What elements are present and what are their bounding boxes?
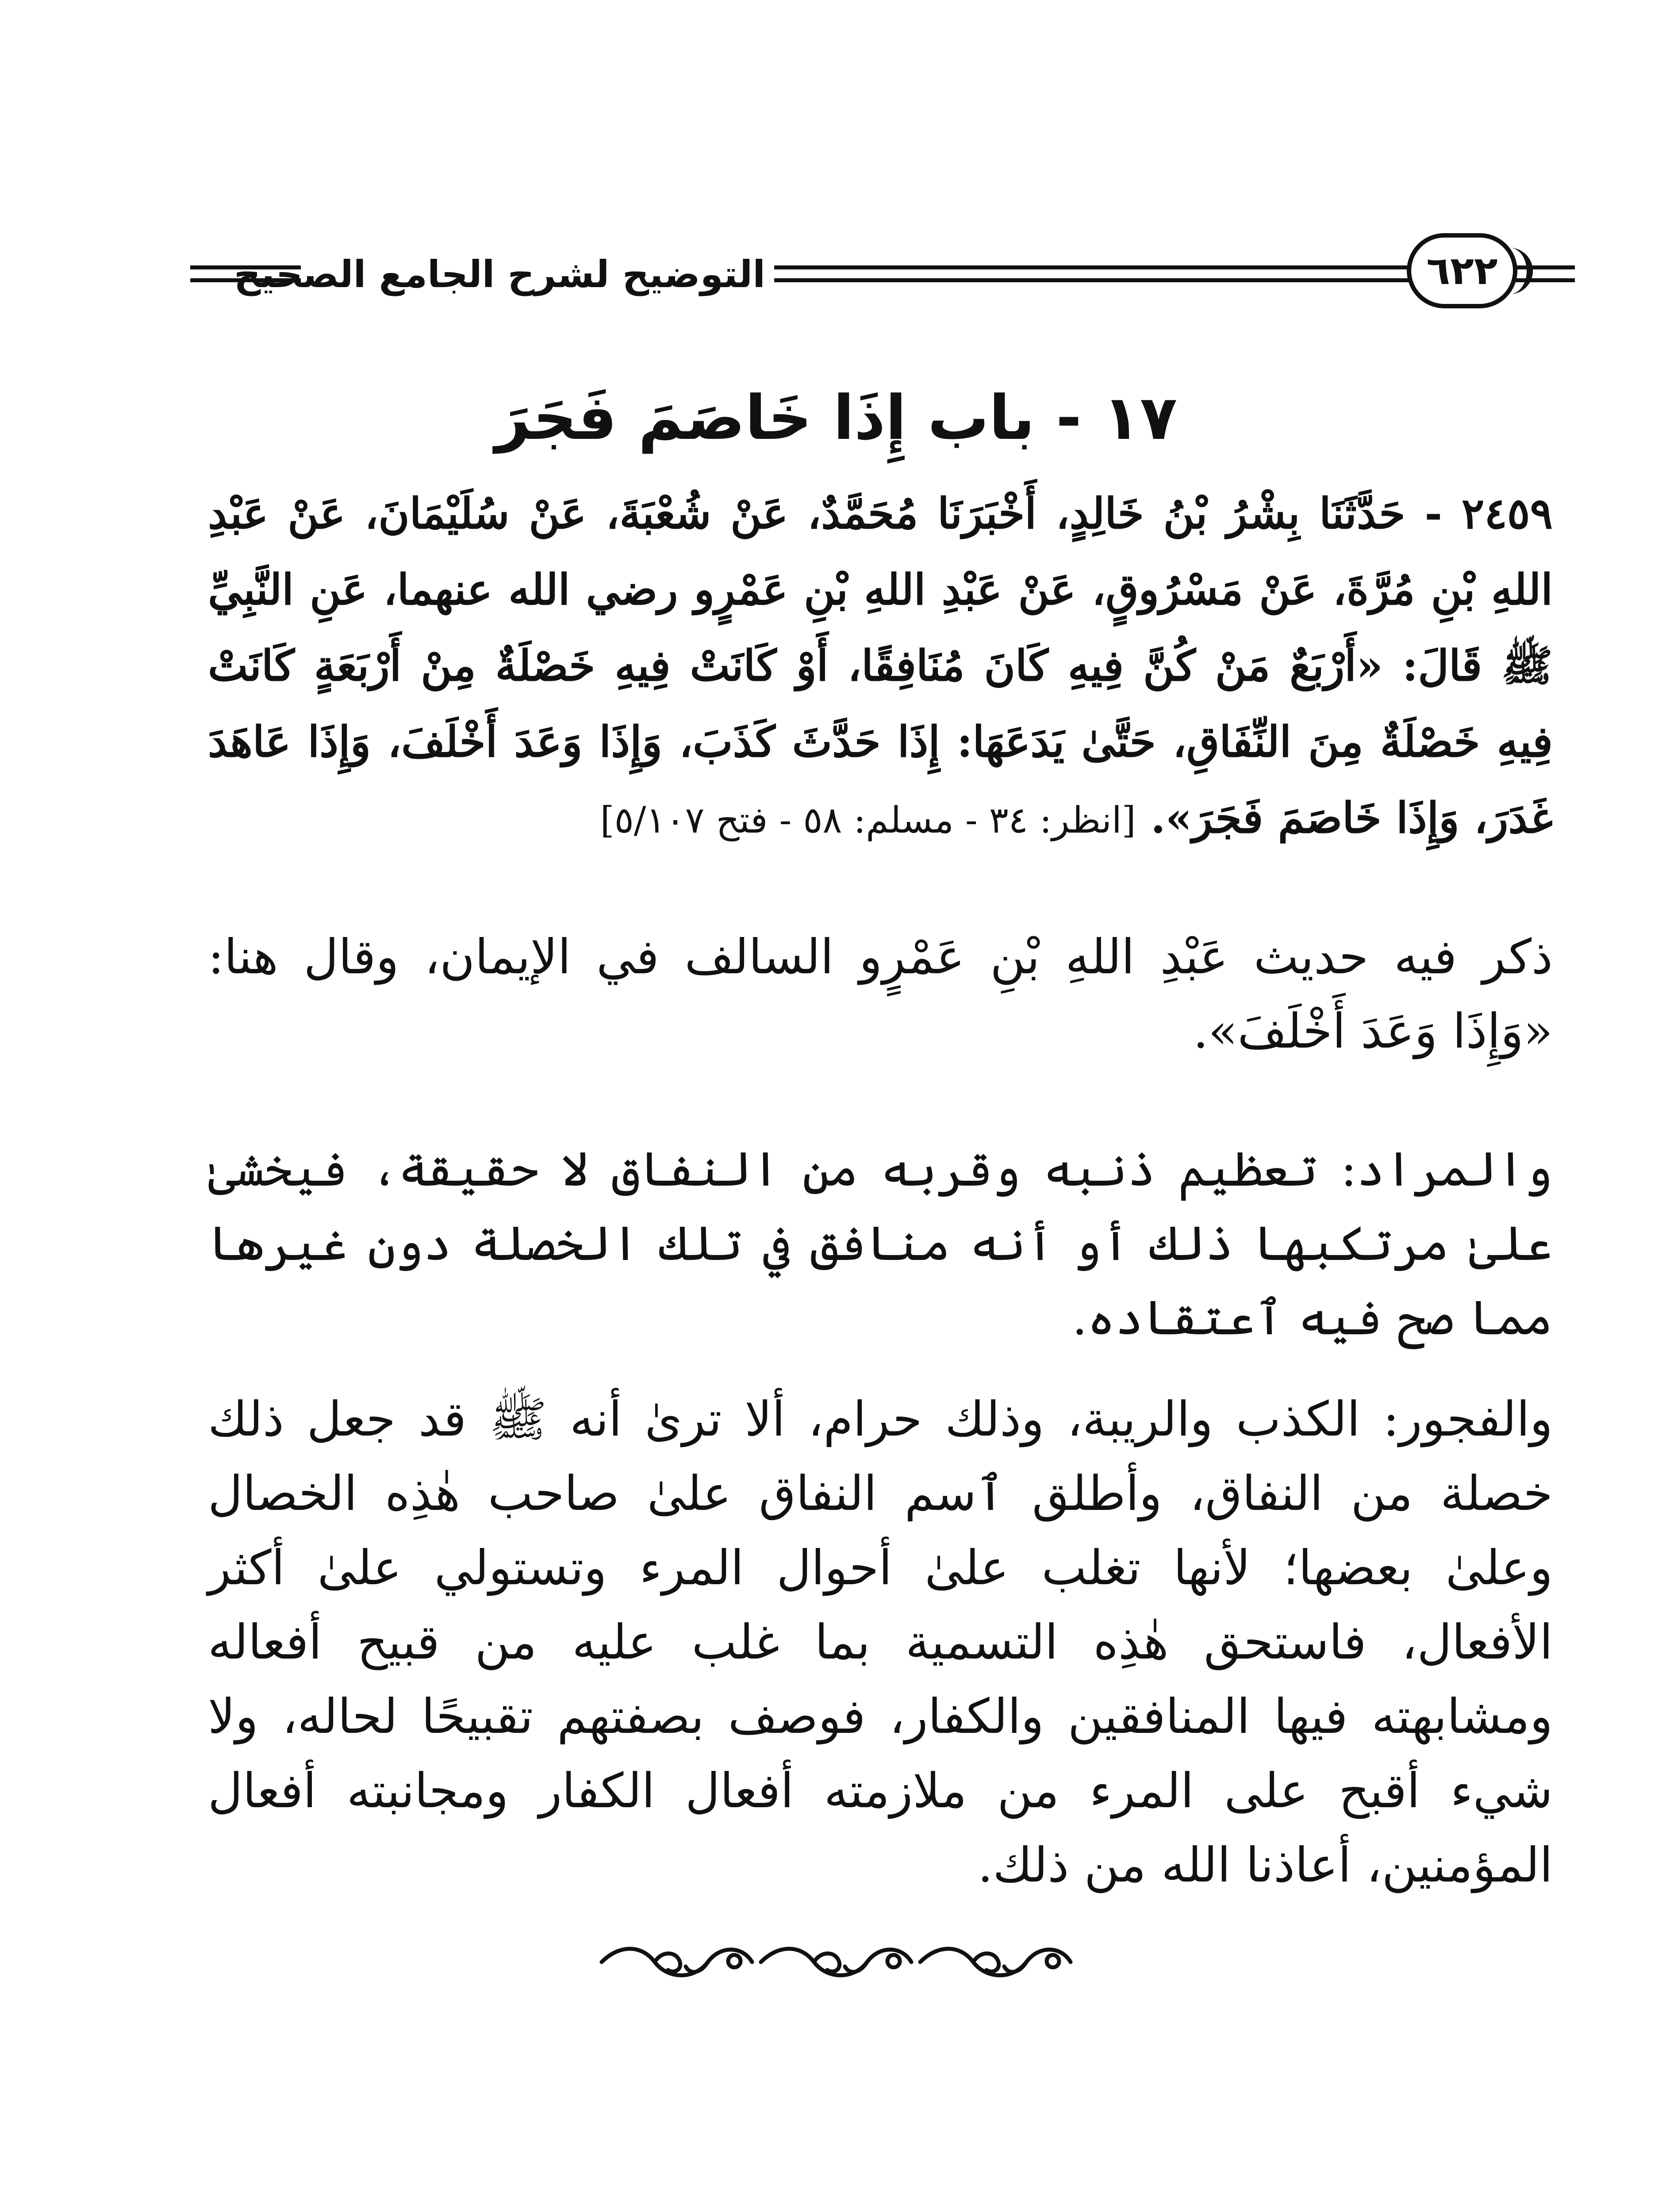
running-title: التوضيح لشرح الجامع الصحيح bbox=[234, 253, 765, 296]
commentary-paragraph-1: ذكر فيه حديث عَبْدِ اللهِ بْنِ عَمْرٍو السالف في الإيمان، وقال هنا: «وَإِذَا وَعَدَ أَخْلَفَ». bbox=[208, 929, 1553, 1059]
commentary-paragraph-2: والمراد: تعظيم ذنبه وقربه من النفاق لا حقيقة، فيخشىٰ علىٰ مرتكبها ذلك أو أنه منافق في تلك الخصلة دون غيرها مما صح فيه ٱعتقاده. bbox=[208, 1142, 1553, 1346]
commentary-paragraph-3: والفجور: الكذب والريبة، وذلك حرام، ألا ترىٰ أنه ﷺ قد جعل ذلك خصلة من النفاق، وأطلق ٱسم النفاق علىٰ صاحب هٰذِه الخصال وعلىٰ بعضها؛ لأنها تغلب علىٰ أحوال المرء وتستولي علىٰ أكثر الأفعال، فاستحق هٰذِه التسمية بما غلب عليه من قبيح أفعاله ومشابهته فيها المنافقين والكفار، فوصف بصفتهم تقبيحًا لحاله، ولا شيء أقبح على المرء من ملازمته أفعال الكفار ومجانبته أفعال المؤمنين، أعاذنا الله من ذلك. bbox=[208, 1392, 1553, 1893]
running-header bbox=[190, 223, 1575, 330]
header-rule-middle bbox=[774, 265, 1416, 282]
hadith-block bbox=[208, 476, 1553, 859]
chapter-heading: ١٧ - باب إِذَا خَاصَمَ فَجَرَ bbox=[495, 382, 1178, 453]
hadith-text: ٢٤٥٩ - حَدَّثَنَا بِشْرُ بْنُ خَالِدٍ، أَخْبَرَنَا مُحَمَّدٌ، عَنْ شُعْبَةَ، عَنْ سُلَيْمَانَ، عَنْ عَبْدِ اللهِ بْنِ مُرَّةَ، عَنْ مَسْرُوقٍ، عَنْ عَبْدِ اللهِ بْنِ عَمْرٍو رضي الله عنهما، عَنِ النَّبِيِّ ﷺ قَالَ: «أَرْبَعٌ مَنْ كُنَّ فِيهِ كَانَ مُنَافِقًا، أَوْ كَانَتْ فِيهِ خَصْلَةٌ مِنْ أَرْبَعَةٍ كَانَتْ فِيهِ خَصْلَةٌ مِنَ النِّفَاقِ، حَتَّىٰ يَدَعَهَا: إِذَا حَدَّثَ كَذَبَ، وَإِذَا وَعَدَ أَخْلَفَ، وَإِذَا عَاهَدَ غَدَرَ، وَإِذَا خَاصَمَ فَجَرَ». bbox=[208, 488, 1553, 843]
hadith-reference: [انظر: ٣٤ - مسلم: ٥٨ - فتح ٥/١٠٧] bbox=[600, 799, 1136, 841]
page-number: ٦٢٢ bbox=[1407, 233, 1517, 308]
floral-divider-icon bbox=[588, 1936, 1084, 1989]
